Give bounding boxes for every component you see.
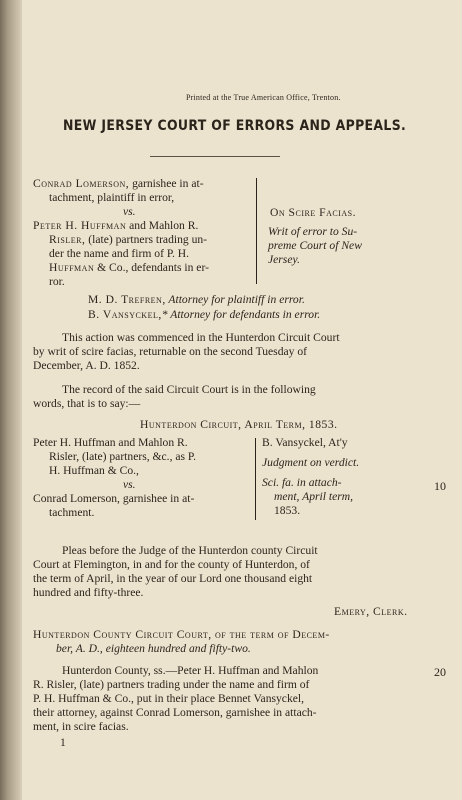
para3-line: the term of April, in the year of our Lord one thousand eight: [33, 572, 313, 585]
caption2-line: H. Huffman & Co.,: [49, 464, 139, 477]
caption2-line: Risler, (late) partners, &c., as P.: [49, 450, 196, 463]
caption1-brace: [252, 178, 257, 284]
printer-line: Printed at the True American Office, Trenton.: [186, 93, 341, 102]
clerk-signature: Emery, Clerk.: [334, 605, 408, 618]
caption2-line: Peter H. Huffman and Mahlon R.: [33, 436, 188, 449]
caption1-line: der the name and firm of P. H.: [49, 247, 190, 260]
caption2-line: vs.: [123, 478, 136, 491]
caption1-line: tachment, plaintiff in error,: [49, 191, 175, 204]
para4-line: P. H. Huffman & Co., put in their place Bennet Vansyckel,: [33, 692, 305, 705]
caption1-line: Huffman & Co., defendants in er-: [49, 261, 209, 274]
caption1-line: vs.: [123, 205, 136, 218]
para1-line: This action was commenced in the Hunterdon Circuit Court: [62, 331, 340, 344]
para3-line: Court at Flemington, in and for the county of Hunterdon, of: [33, 558, 310, 571]
para2-line: The record of the said Circuit Court is in the following: [62, 383, 316, 396]
caption1-title: On Scire Facias.: [270, 206, 356, 219]
para1-line: December, A. D. 1852.: [33, 359, 140, 372]
caption2-brace: [251, 438, 256, 520]
caption2-line: Conrad Lomerson, garnishee in at-: [33, 492, 195, 505]
signature-mark: 1: [60, 736, 66, 749]
caption1-right-line: Jersey.: [268, 253, 300, 266]
para3-line: hundred and fifty-three.: [33, 586, 144, 599]
headline-rule: [150, 156, 280, 157]
attorney-plaintiff: M. D. Trefren, Attorney for plaintiff in error.: [88, 293, 305, 306]
caption2-right-line: ment, April term,: [274, 490, 354, 503]
para4-line: Hunterdon County, ss.—Peter H. Huffman and Mahlon: [62, 664, 319, 677]
margin-number: 20: [434, 665, 446, 679]
caption2-right-line: 1853.: [274, 504, 301, 517]
book-spine-shadow: [0, 0, 22, 800]
caption1-left: [33, 177, 209, 289]
caption1-right-line: Writ of error to Su-: [268, 225, 358, 238]
caption1-right: [268, 225, 362, 267]
caption1-right-line: preme Court of New: [268, 239, 362, 252]
caption1-line: ror.: [49, 275, 65, 288]
caption2-left: [33, 436, 196, 520]
para4-line: their attorney, against Conrad Lomerson, garnishee in attach-: [33, 706, 317, 719]
caption2-right-line: Judgment on verdict.: [262, 456, 360, 469]
para2-line: words, that is to say:—: [33, 397, 141, 410]
caption1-line: Risler, (late) partners trading un-: [49, 233, 208, 246]
court-heading-line: ber, A. D., eighteen hundred and fifty-two.: [56, 642, 251, 655]
court-heading-line: Hunterdon County Circuit Court, of the term of Decem-: [33, 628, 330, 641]
para1-line: by writ of scire facias, returnable on the second Tuesday of: [33, 345, 307, 358]
page-headline: NEW JERSEY COURT OF ERRORS AND APPEALS.: [63, 118, 407, 134]
para4-line: ment, in scire facias.: [33, 720, 129, 733]
caption2-right-line: Sci. fa. in attach-: [262, 476, 342, 489]
caption1-line: Conrad Lomerson, garnishee in at-: [33, 177, 204, 190]
para4-line: R. Risler, (late) partners trading under the name and firm of: [33, 678, 310, 691]
caption1-line: Peter H. Huffman and Mahlon R.: [33, 219, 199, 232]
para3-line: Pleas before the Judge of the Hunterdon county Circuit: [62, 544, 318, 557]
caption2-right-line: B. Vansyckel, At'y: [262, 436, 348, 449]
term-heading: Hunterdon Circuit, April Term, 1853.: [140, 418, 338, 431]
caption2-right: [262, 436, 359, 518]
caption2-line: tachment.: [49, 506, 95, 519]
margin-number: 10: [434, 479, 446, 493]
attorney-defendants: B. Vansyckel,* Attorney for defendants in error.: [88, 308, 321, 321]
